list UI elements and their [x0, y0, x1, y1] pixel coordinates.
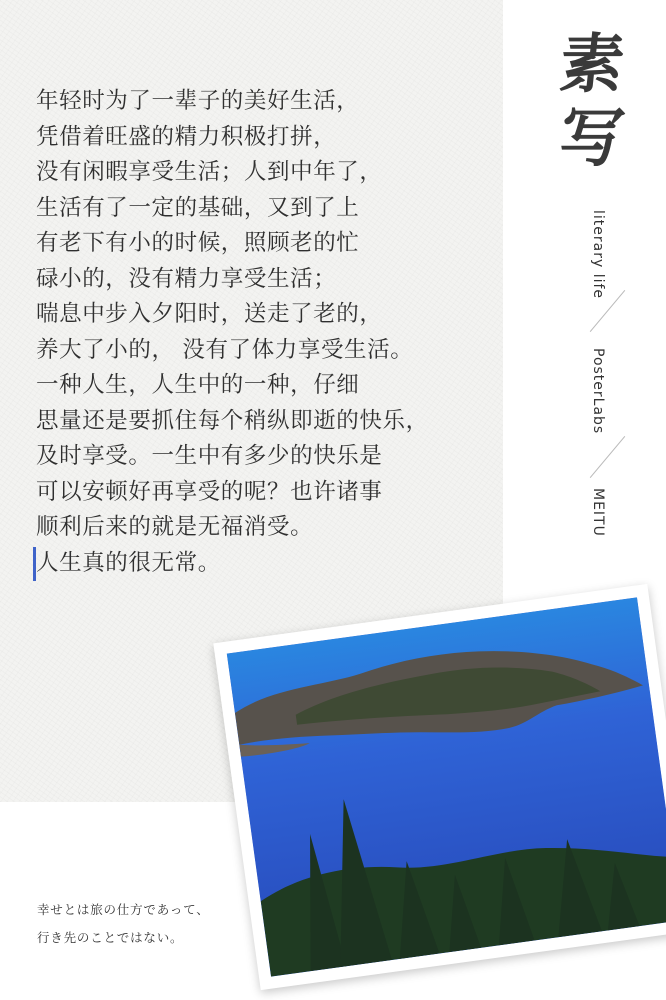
poem-line: 及时享受。一生中有多少的快乐是	[36, 443, 383, 469]
lake-island-photo	[227, 597, 666, 976]
slash-divider	[590, 436, 625, 478]
poem-line: 养大了小的， 没有了体力享受生活。	[36, 336, 414, 363]
photo-frame	[213, 584, 666, 990]
calligraphy-title	[552, 28, 632, 176]
poem-line: 有老下有小的时候，照顾老的忙	[36, 230, 360, 256]
poem-line: 年轻时为了一辈子的美好生活，	[36, 88, 360, 114]
caption-line: 幸せとは旅の仕方であって、	[37, 902, 210, 917]
title-char: 素	[556, 27, 628, 102]
caption-line: 行き先のことではない。	[37, 930, 184, 945]
side-label-meitu: MEITU	[590, 488, 606, 537]
poem-line: 一种人生，人生中的一种，仔细	[36, 372, 360, 398]
poem-line: 喘息中步入夕阳时，送走了老的，	[36, 301, 383, 327]
poem-line: 没有闲暇享受生活；人到中年了，	[36, 159, 383, 185]
lake-scene	[227, 597, 666, 976]
poem-line: 凭借着旺盛的精力积极打拼，	[36, 123, 337, 150]
text-cursor	[33, 547, 36, 581]
side-label-posterlabs: PosterLabs	[590, 348, 606, 435]
japanese-caption	[37, 896, 210, 952]
poem-text	[36, 84, 502, 581]
poem-line: 顺利后来的就是无福消受。	[36, 514, 314, 540]
poem-line: 人生真的很无常。	[36, 549, 221, 576]
poem-line: 思量还是要抓住每个稍纵即逝的快乐，	[36, 407, 429, 434]
poem-line: 碌小的，没有精力享受生活；	[36, 265, 337, 292]
poem-line: 可以安顿好再享受的呢？也许诸事	[36, 478, 383, 505]
side-label-literary-life: literary life	[590, 210, 606, 300]
title-char: 写	[556, 101, 628, 176]
poem-line: 生活有了一定的基础，又到了上	[36, 194, 360, 221]
